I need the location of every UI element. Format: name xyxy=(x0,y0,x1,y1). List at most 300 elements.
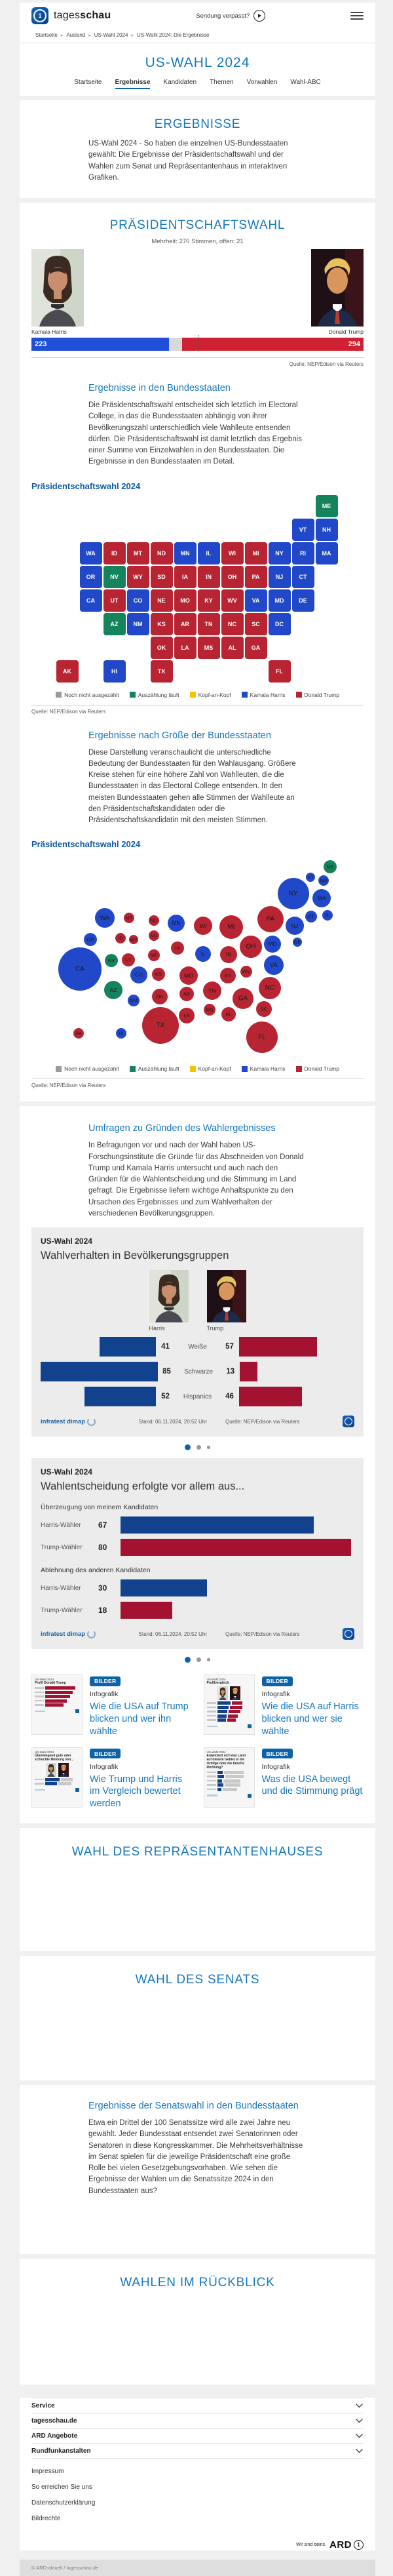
thumb-chart-row xyxy=(35,1691,79,1694)
footer-accordion-tagesschau-de[interactable] xyxy=(31,2413,364,2428)
reason-row xyxy=(41,1579,354,1596)
svg-text:MS: MS xyxy=(206,1006,214,1013)
legend-swatch xyxy=(242,692,248,698)
state-bubble-AK[interactable] xyxy=(73,1028,84,1039)
state-tile-OK[interactable]: OK xyxy=(151,637,173,659)
state-bubble-SC[interactable] xyxy=(256,1001,272,1017)
thumb-kicker: US-Wahl 2024 xyxy=(206,1750,226,1754)
state-tile-NE[interactable]: NE xyxy=(151,589,173,612)
chevron-down-icon xyxy=(355,2433,364,2438)
senat-title: WAHL DES SENATS xyxy=(135,1973,260,1987)
harris-value: 52 xyxy=(161,1393,170,1400)
trump-value: 57 xyxy=(225,1343,234,1351)
state-bubble-NM[interactable] xyxy=(128,995,140,1006)
reason-group-title: Überzeugung von meinem Kandidaten xyxy=(41,1503,159,1511)
category-label: Hispanics xyxy=(183,1393,212,1400)
state-tile-TN[interactable]: TN xyxy=(198,613,220,635)
tab-wahl-abc[interactable]: Wahl-ABC xyxy=(290,79,321,86)
state-bubble-VT[interactable] xyxy=(306,873,315,882)
reason-row xyxy=(41,1539,354,1556)
svg-text:NJ: NJ xyxy=(291,922,299,930)
harris-column-label: Harris xyxy=(149,1325,165,1332)
state-bubble-map[interactable] xyxy=(31,853,364,1058)
infografik-teasers xyxy=(31,1674,364,1810)
demographics-row xyxy=(41,1362,354,1381)
state-bubble-NE[interactable] xyxy=(148,949,160,961)
trump-value: 46 xyxy=(225,1393,234,1400)
thumb-chart-row xyxy=(35,1782,79,1785)
footer-link-impressum[interactable]: Impressum xyxy=(31,2468,64,2476)
state-bubble-NH[interactable] xyxy=(318,875,329,886)
footer-link-bildrechte[interactable]: Bildrechte xyxy=(31,2515,61,2523)
thumb-chart-row xyxy=(35,1699,79,1703)
teaser-badge: BILDER xyxy=(90,1676,121,1686)
state-tile-UT[interactable]: UT xyxy=(103,589,126,612)
state-bubble-SD[interactable] xyxy=(149,930,159,941)
state-tile-WY[interactable]: WY xyxy=(127,566,149,588)
thumb-footer xyxy=(207,1794,252,1798)
state-tile-AL[interactable]: AL xyxy=(221,637,244,659)
svg-text:NE: NE xyxy=(150,952,158,959)
thumb-chart xyxy=(207,1771,252,1791)
state-tile-SD[interactable]: SD xyxy=(151,566,173,588)
legend-item xyxy=(190,692,231,698)
state-bubble-CO[interactable] xyxy=(130,966,147,983)
play-icon[interactable] xyxy=(253,10,265,22)
harris-candidate xyxy=(31,249,84,335)
reason-label: Harris-Wähler xyxy=(41,1521,81,1529)
state-result-map[interactable] xyxy=(56,495,339,684)
praesidentschaftswahl-title: PRÄSIDENTSCHAFTSWAHL xyxy=(109,218,286,232)
state-tile-ID[interactable]: ID xyxy=(103,542,126,565)
thumb-footer xyxy=(35,1709,79,1713)
svg-text:TX: TX xyxy=(156,1021,165,1029)
svg-text:KY: KY xyxy=(224,972,232,979)
legend-swatch xyxy=(296,692,302,698)
thumb-chart-row xyxy=(207,1771,252,1774)
carousel-dots[interactable] xyxy=(31,1444,364,1450)
chevron-down-icon xyxy=(355,2403,364,2408)
sendung-verpasst-link[interactable] xyxy=(196,10,265,22)
thumb-kicker: US-Wahl 2024 xyxy=(206,1678,226,1681)
teaser-thumbnail xyxy=(31,1674,83,1735)
state-bubble-HI[interactable] xyxy=(116,1028,126,1039)
chart-footer xyxy=(41,1416,354,1427)
breadcrumb-item[interactable]: Startseite xyxy=(35,32,58,38)
state-tile-VT[interactable]: VT xyxy=(292,519,314,541)
reason-label: Trump-Wähler xyxy=(41,1543,83,1551)
state-tile-KS[interactable]: KS xyxy=(151,613,173,635)
svg-text:AR: AR xyxy=(183,991,191,997)
state-tile-DE[interactable]: DE xyxy=(292,589,314,612)
state-map-label: Präsidentschaftswahl 2024 xyxy=(31,481,141,491)
state-bubble-OH[interactable] xyxy=(240,936,262,958)
state-bubble-TN[interactable] xyxy=(203,981,221,1000)
svg-text:AZ: AZ xyxy=(109,987,117,994)
state-tile-NY[interactable]: NY xyxy=(269,542,291,565)
state-bubble-KS[interactable] xyxy=(152,968,165,981)
harris-column xyxy=(149,1270,189,1332)
legend-item xyxy=(130,1065,179,1072)
harris-value: 41 xyxy=(161,1343,170,1351)
state-tile-HI[interactable]: HI xyxy=(103,660,126,683)
teaser-headline[interactable]: Wie die USA auf Trump blicken und wer ihn wählte xyxy=(90,1701,189,1737)
state-tile-WV[interactable]: WV xyxy=(221,589,244,612)
teaser-headline[interactable]: Was die USA bewegt und die Stimmung prägt xyxy=(261,1773,363,1797)
svg-text:MI: MI xyxy=(227,923,235,931)
breadcrumb xyxy=(20,29,375,43)
state-bubble-VA[interactable] xyxy=(264,955,284,975)
state-tile-TX[interactable]: TX xyxy=(151,660,173,683)
trump-photo-small xyxy=(207,1270,246,1322)
thumb-kicker: US-Wahl 2024 xyxy=(35,1750,54,1754)
legend-label: Kopf-an-Kopf xyxy=(198,1065,231,1073)
menu-icon[interactable] xyxy=(350,12,364,20)
state-bubble-MN[interactable] xyxy=(168,915,185,932)
tab-ergebnisse[interactable]: Ergebnisse xyxy=(115,79,151,89)
reasons-chart xyxy=(31,1458,364,1649)
state-bubble-NV[interactable] xyxy=(105,954,118,967)
legend-label: Noch nicht ausgezählt xyxy=(64,691,119,698)
state-bubble-MS[interactable] xyxy=(204,1004,215,1016)
state-bubble-RI[interactable] xyxy=(322,910,333,921)
footer-accordion-service[interactable] xyxy=(31,2398,364,2413)
teaser-thumbnail xyxy=(204,1674,255,1735)
carousel-dot[interactable] xyxy=(196,1445,201,1450)
state-tile-WA[interactable]: WA xyxy=(80,542,102,565)
chart-stand: Stand: 06.11.2024, 20:52 Uhr xyxy=(138,1631,208,1637)
state-bubble-MO[interactable] xyxy=(179,966,198,985)
svg-text:ME: ME xyxy=(326,863,334,870)
harris-photo xyxy=(31,249,84,327)
trump-bar-zone xyxy=(239,1337,354,1357)
teaser-text xyxy=(262,1747,364,1811)
state-tile-MA[interactable]: MA xyxy=(316,542,338,565)
carousel-dot[interactable] xyxy=(196,1657,201,1662)
state-bubble-IN[interactable] xyxy=(220,946,237,963)
reason-bar xyxy=(121,1579,207,1596)
reason-value: 18 xyxy=(98,1606,107,1615)
svg-text:VA: VA xyxy=(270,962,278,969)
state-tile-GA[interactable]: GA xyxy=(245,637,267,659)
state-bubble-OK[interactable] xyxy=(152,989,168,1004)
teaser-label: Infografik xyxy=(90,1690,119,1698)
thumb-chart-row xyxy=(207,1779,252,1783)
reason-value: 30 xyxy=(98,1583,107,1593)
thumb-chart xyxy=(35,1686,79,1707)
svg-text:WY: WY xyxy=(129,936,138,943)
trump-bar-zone xyxy=(240,1362,354,1381)
tab-kandidaten[interactable]: Kandidaten xyxy=(163,79,197,86)
svg-text:IA: IA xyxy=(175,945,180,951)
chart-stand: Stand: 06.11.2024, 20:52 Uhr xyxy=(138,1418,208,1425)
bubble-map-source: Quelle: NEP/Edison via Reuters xyxy=(31,1082,106,1089)
carousel-dot[interactable] xyxy=(207,1658,210,1661)
harris-bar-zone xyxy=(41,1337,156,1357)
state-tile-IA[interactable]: IA xyxy=(174,566,196,588)
breadcrumb-separator: ▸ xyxy=(131,33,134,38)
state-tile-OR[interactable]: OR xyxy=(80,566,102,588)
reason-label: Harris-Wähler xyxy=(41,1584,81,1592)
state-tile-WI[interactable]: WI xyxy=(221,542,244,565)
teaser-thumbnail xyxy=(204,1747,255,1808)
state-tile-ME[interactable]: ME xyxy=(316,495,338,517)
legend-item xyxy=(56,1065,119,1072)
state-tile-MI[interactable]: MI xyxy=(245,542,267,565)
tagesschau-mini-logo xyxy=(343,1416,354,1427)
harris-bar-segment xyxy=(31,338,169,351)
trump-votes: 294 xyxy=(348,340,360,348)
svg-text:ND: ND xyxy=(150,917,158,924)
state-bubble-IA[interactable] xyxy=(171,941,184,955)
category-label: Weiße xyxy=(188,1343,207,1351)
state-tile-OH[interactable]: OH xyxy=(221,566,244,588)
teaser-bars-red[interactable] xyxy=(31,1674,192,1738)
state-bubble-UT[interactable] xyxy=(122,953,135,966)
breadcrumb-item[interactable]: US-Wahl 2024 xyxy=(94,32,128,38)
state-tile-MS[interactable]: MS xyxy=(198,637,220,659)
footer-link-datenschutzerkl-rung[interactable]: Datenschutzerklärung xyxy=(31,2499,96,2507)
svg-text:OH: OH xyxy=(246,943,256,951)
legend-label: Noch nicht ausgezählt xyxy=(64,1065,119,1073)
majority-note: Mehrheit: 270 Stimmen, offen: 21 xyxy=(151,238,244,245)
bubble-map-legend xyxy=(31,1065,364,1072)
state-bubble-IL[interactable] xyxy=(195,946,211,962)
svg-text:DE: DE xyxy=(293,939,301,945)
trump-bar-zone xyxy=(239,1387,354,1406)
state-bubble-AL[interactable] xyxy=(221,1007,236,1021)
tab-themen[interactable]: Themen xyxy=(210,79,234,86)
chart-kicker: US-Wahl 2024 xyxy=(41,1467,92,1476)
teaser-badge: BILDER xyxy=(262,1749,293,1758)
umfragen-text: In Befragungen vor und nach der Wahl haben US-Forschungsinstitute die Gründe für das Abschneiden von Donald Trump und Kamala Harris untersucht und auch nach den Gründen für die Wahlentscheidung und die Stimmung im Land gefragt. Die Ergebnisse liefern wichtige Anhaltspunkte zu den Ursachen des Ergebnisses und zum Wahlverhalten der verschiedenen Bevölkerungsgruppen. xyxy=(88,1141,304,1218)
legend-swatch xyxy=(190,1066,196,1072)
open-bar-segment xyxy=(169,338,182,351)
carousel-dot[interactable] xyxy=(207,1446,210,1449)
reason-bar xyxy=(121,1516,314,1534)
teaser-badge: BILDER xyxy=(262,1676,293,1686)
state-tile-MT[interactable]: MT xyxy=(127,542,149,565)
trump-bar xyxy=(239,1337,318,1357)
svg-text:CO: CO xyxy=(134,972,143,978)
state-bubble-DE[interactable] xyxy=(293,938,302,947)
state-tile-SC[interactable]: SC xyxy=(245,613,267,635)
infratest-dimap-logo: infratest dimap xyxy=(41,1417,96,1426)
thumb-chart-row xyxy=(207,1701,252,1705)
breadcrumb-item[interactable]: Ausland xyxy=(66,32,86,38)
harris-votes: 223 xyxy=(35,340,47,348)
state-tile-CA[interactable]: CA xyxy=(80,589,102,612)
state-tile-FL[interactable]: FL xyxy=(269,660,291,683)
senatswahl-heading: Ergebnisse der Senatswahl in den Bundesstaaten xyxy=(88,2101,299,2112)
thumb-photo xyxy=(46,1763,56,1777)
state-bubble-WV[interactable] xyxy=(240,966,252,978)
legend-swatch xyxy=(130,692,136,698)
svg-text:HI: HI xyxy=(119,1030,124,1037)
state-bubble-MI[interactable] xyxy=(219,915,243,939)
trump-photo xyxy=(311,249,364,327)
carousel-dots[interactable] xyxy=(31,1657,364,1663)
legend-item xyxy=(56,692,119,698)
legend-label: Kopf-an-Kopf xyxy=(198,691,231,698)
svg-text:ID: ID xyxy=(118,935,123,941)
legend-label: Donald Trump xyxy=(304,1065,339,1073)
legend-item xyxy=(130,692,179,698)
tab-vorwahlen[interactable]: Vorwahlen xyxy=(246,79,278,86)
senatswahl-text: Etwa ein Drittel der 100 Senatssitze wird alle zwei Jahre neu gewählt. Jeder Bundesstaat entsendet zwei Senatorinnen oder Senatoren in diese Kongresskammer. Die Mehrheitsverhältnisse im Senat spielen für die jeweilige Präsidentschaft eine große Rolle bei vielen Gesetzgebungsvorhaben. Wie sehen die Ergebnisse der Wahlen um die Senatssitze 2024 in den Bundesstaaten aus? xyxy=(88,2119,303,2195)
state-tile-CO[interactable]: CO xyxy=(127,589,149,612)
state-bubble-NC[interactable] xyxy=(259,977,281,999)
state-bubble-KY[interactable] xyxy=(220,968,236,983)
state-bubble-AR[interactable] xyxy=(179,987,194,1001)
state-bubble-WA[interactable] xyxy=(95,908,115,928)
state-tile-AZ[interactable]: AZ xyxy=(103,613,126,635)
state-bubble-ID[interactable] xyxy=(115,933,126,943)
state-tile-RI[interactable]: RI xyxy=(292,542,314,565)
state-tile-LA[interactable]: LA xyxy=(174,637,196,659)
thumb-photos xyxy=(207,1686,252,1700)
thumb-chart-row xyxy=(35,1695,79,1698)
state-bubble-ND[interactable] xyxy=(149,915,159,926)
demographics-chart xyxy=(31,1227,364,1437)
thumb-chart-row xyxy=(207,1706,252,1709)
state-tile-IN[interactable]: IN xyxy=(198,566,220,588)
state-tile-NV[interactable]: NV xyxy=(103,566,126,588)
carousel-dot[interactable] xyxy=(185,1444,191,1450)
svg-text:RI: RI xyxy=(325,912,330,919)
svg-text:KS: KS xyxy=(155,971,162,978)
thumb-footer xyxy=(207,1724,252,1728)
legend-label: Kamala Harris xyxy=(250,691,286,698)
state-bubble-FL[interactable] xyxy=(246,1021,278,1053)
state-tile-MD[interactable]: MD xyxy=(269,589,291,612)
page-title: US-WAHL 2024 xyxy=(145,55,250,70)
thumb-kicker: US-Wahl 2024 xyxy=(35,1678,54,1681)
legend-item xyxy=(190,1065,231,1072)
state-tile-CT[interactable]: CT xyxy=(292,566,314,588)
state-tile-DC[interactable]: DC xyxy=(269,613,291,635)
state-tile-KY[interactable]: KY xyxy=(198,589,220,612)
teaser-opinion[interactable] xyxy=(31,1747,192,1811)
demographics-row xyxy=(41,1387,354,1406)
umfragen-heading: Umfragen zu Gründen des Wahlergebnisses xyxy=(88,1123,276,1134)
footer-accordion-label: Rundfunkanstalten xyxy=(31,2447,91,2455)
legend-swatch xyxy=(296,1066,302,1072)
senatswahl-card xyxy=(20,2085,375,2254)
state-tile-MO[interactable]: MO xyxy=(174,589,196,612)
state-tile-ND[interactable]: ND xyxy=(151,542,173,565)
size-heading: Ergebnisse nach Größe der Bundesstaaten xyxy=(88,730,271,741)
state-bubble-CA[interactable] xyxy=(58,947,102,991)
copyright-bar: © ARD-aktuell / tagesschau.de xyxy=(20,2560,375,2576)
state-tile-NC[interactable]: NC xyxy=(221,613,244,635)
state-tile-NJ[interactable]: NJ xyxy=(269,566,291,588)
state-tile-MN[interactable]: MN xyxy=(174,542,196,565)
state-tile-AR[interactable]: AR xyxy=(174,613,196,635)
thumb-chart-row xyxy=(207,1710,252,1713)
page-footer xyxy=(20,2398,375,2550)
state-tile-IL[interactable]: IL xyxy=(198,542,220,565)
chart-kicker: US-Wahl 2024 xyxy=(41,1237,92,1246)
thumb-chart-row xyxy=(207,1718,252,1722)
svg-text:UT: UT xyxy=(125,957,132,963)
state-bubble-WY[interactable] xyxy=(129,935,138,944)
state-bubble-NY[interactable] xyxy=(278,878,309,909)
state-tile-NM[interactable]: NM xyxy=(127,613,149,635)
svg-text:IN: IN xyxy=(225,951,232,958)
state-bubble-NJ[interactable] xyxy=(286,917,304,935)
tab-startseite[interactable]: Startseite xyxy=(74,79,102,86)
thumb-photo xyxy=(230,1686,240,1700)
reason-label: Trump-Wähler xyxy=(41,1606,83,1614)
state-tile-PA[interactable]: PA xyxy=(245,566,267,588)
senat-card xyxy=(20,1956,375,2080)
svg-text:MO: MO xyxy=(184,972,193,980)
teaser-headline[interactable]: Wie Trump und Harris im Vergleich bewertet werden xyxy=(90,1773,183,1810)
thumb-footer xyxy=(35,1788,79,1792)
state-bubble-MD[interactable] xyxy=(264,936,281,953)
trump-value: 13 xyxy=(226,1368,235,1376)
state-bubble-LA[interactable] xyxy=(179,1008,195,1023)
footer-accordion-rundfunkanstalten[interactable] xyxy=(31,2443,364,2459)
svg-text:WV: WV xyxy=(242,968,251,975)
chart-candidates xyxy=(41,1270,354,1332)
reason-row xyxy=(41,1602,354,1619)
breadcrumb-separator: ▸ xyxy=(60,33,64,38)
harris-name: Kamala Harris xyxy=(31,328,67,335)
svg-text:CT: CT xyxy=(308,913,314,920)
state-bubble-TX[interactable] xyxy=(142,1007,179,1044)
footer-accordion-ard-angebote[interactable] xyxy=(31,2428,364,2443)
harris-bar xyxy=(41,1362,158,1381)
trump-bar xyxy=(239,1387,303,1406)
state-bubble-MA[interactable] xyxy=(312,889,331,907)
reason-row xyxy=(41,1516,354,1534)
tagesschau-logo[interactable] xyxy=(31,7,111,24)
thumb-photos xyxy=(35,1763,79,1777)
state-bubble-AZ[interactable] xyxy=(104,981,122,999)
carousel-dot[interactable] xyxy=(185,1657,191,1663)
thumb-chart-row xyxy=(35,1778,79,1781)
svg-text:SD: SD xyxy=(150,932,158,939)
teaser-compare[interactable] xyxy=(204,1674,364,1738)
thumb-chart-row xyxy=(35,1703,79,1707)
state-bubble-ME[interactable] xyxy=(324,860,337,873)
bubble-map-label: Präsidentschaftswahl 2024 xyxy=(31,839,141,850)
breadcrumb-item[interactable]: US-Wahl 2024: Die Ergebnisse xyxy=(137,32,210,38)
legend-item xyxy=(296,692,339,698)
state-bubble-WI[interactable] xyxy=(194,917,212,935)
trump-bar xyxy=(240,1362,257,1381)
state-bubble-CT[interactable] xyxy=(305,911,317,922)
teaser-mood[interactable] xyxy=(204,1747,364,1811)
state-tile-NH[interactable]: NH xyxy=(316,519,338,541)
state-tile-AK[interactable]: AK xyxy=(56,660,79,683)
repraesentantenhaus-card xyxy=(20,1828,375,1951)
svg-text:IL: IL xyxy=(200,951,206,957)
footer-link-so-erreichen-sie-uns[interactable]: So erreichen Sie uns xyxy=(31,2484,92,2491)
states-text: Die Präsidentschaftswahl entscheidet sich letztlich im Electoral College, in das die Bundesstaaten abhängig von ihrer Bevölkerungszahl unterschiedlich viele Wahlleute entsenden dürfen. Die Präsidentschaftswahl ist damit letztlich das Ergebnis einer Summe von Einzelwahlen in den Bundesstaaten. Die Ergebnisse in den Bundesstaaten im Detail. xyxy=(88,401,302,466)
chevron-down-icon xyxy=(355,2448,364,2453)
thumb-photo xyxy=(58,1763,69,1777)
state-bubble-MT[interactable] xyxy=(124,913,134,923)
state-bubble-OR[interactable] xyxy=(84,933,97,946)
category-label: Schwarze xyxy=(184,1368,214,1376)
state-bubble-GA[interactable] xyxy=(233,988,253,1009)
state-tile-VA[interactable]: VA xyxy=(245,589,267,612)
state-bubble-PA[interactable] xyxy=(257,906,284,932)
teaser-headline[interactable]: Wie die USA auf Harris blicken und wer sie wählte xyxy=(261,1701,359,1737)
